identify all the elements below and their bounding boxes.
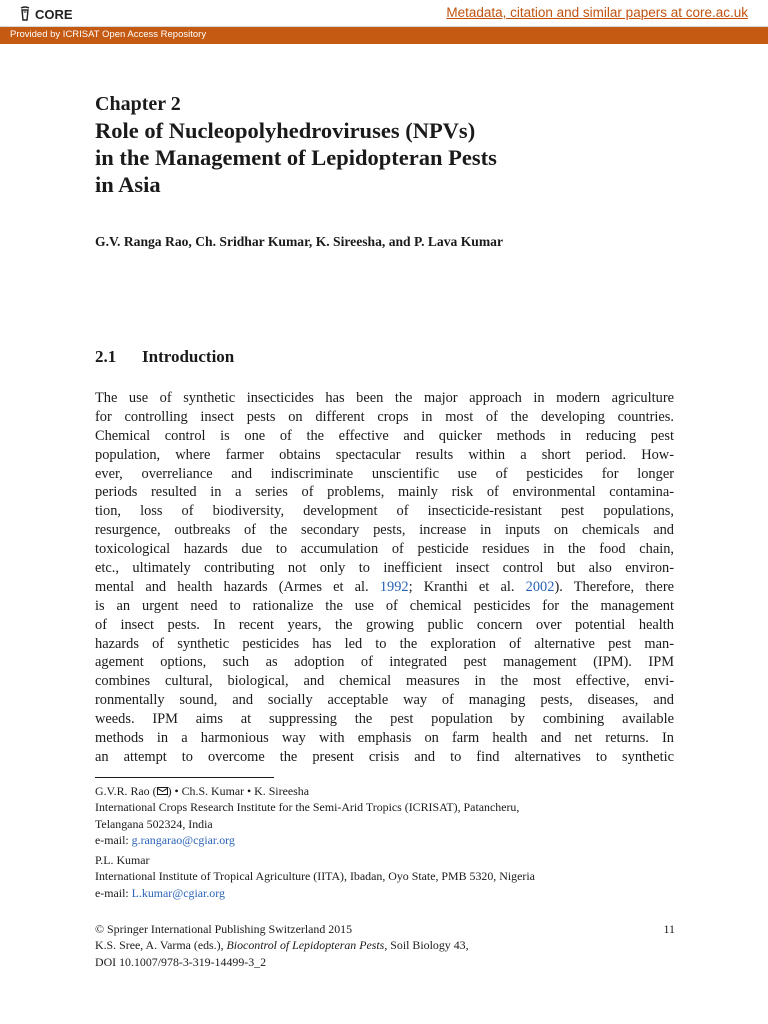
core-metadata-link[interactable]: Metadata, citation and similar papers at core.ac.uk: [446, 5, 748, 20]
email-link-kumar[interactable]: L.kumar@cgiar.org: [131, 885, 225, 900]
citation-link-kranthi[interactable]: 2002: [525, 578, 555, 595]
text-line: ever, overreliance and indiscriminate unscientific use of pesticides for longer: [95, 465, 674, 482]
affiliation-block-iita: [95, 852, 535, 901]
text-line: periods resulted in a series of problems, mainly risk of environmental contamina-: [95, 484, 674, 501]
text-line: hazards of synthetic pesticides has led to the exploration of alternative pest man-: [95, 635, 674, 652]
affiliation-email-row: [95, 832, 519, 848]
intro-paragraph: [95, 389, 674, 767]
provider-text: Provided by ICRISAT Open Access Repository: [10, 29, 207, 40]
text-line: toxicological hazards due to accumulation of pesticide residues in the food chain,: [95, 541, 674, 558]
affiliation-institute: International Crops Research Institute for the Semi-Arid Tropics (ICRISAT), Patancheru,: [95, 800, 520, 815]
text-segment: ; Kranthi et al.: [408, 578, 526, 595]
page-number: 11: [663, 922, 675, 936]
text-line: of insect pests. In recent years, the growing public concern over potential health: [95, 616, 674, 633]
text-line: ronmentally sound, and socially acceptable way of managing pests, diseases, and: [95, 692, 674, 709]
text-segment: K.S. Sree, A. Varma (eds.),: [95, 938, 227, 953]
affiliation-names: [95, 783, 519, 799]
chapter-title: [95, 117, 695, 198]
text-line: The use of synthetic insecticides has been the major approach in modern agriculture: [95, 390, 674, 406]
chapter-label: Chapter 2: [95, 93, 181, 115]
text-line: combines cultural, biological, and chemical measures in the most effective, envi-: [95, 673, 674, 690]
core-logo[interactable]: [18, 5, 73, 23]
text-line: methods in a harmonious way with emphasis on farm health and net returns. In: [95, 730, 674, 747]
chapter-title-line: in the Management of Lepidopteran Pests: [95, 145, 497, 170]
affiliation-address: Telangana 502324, India: [95, 816, 213, 831]
text-segment: mental and health hazards (Armes et al.: [95, 578, 380, 595]
text-line: agement options, such as adoption of integrated pest management (IPM). IPM: [95, 654, 674, 671]
text-line: resurgence, outbreaks of the secondary pests, increase in inputs on chemicals and: [95, 522, 674, 539]
text-line: for controlling insect pests on different crops in most of the developing countries.: [95, 408, 674, 425]
core-header: [0, 0, 768, 27]
book-title: Biocontrol of Lepidopteran Pests: [226, 938, 385, 953]
text-segment: ) • Ch.S. Kumar • K. Sireesha: [167, 784, 309, 798]
text-line: an attempt to overcome the present crisis and to find alternatives to synthetic: [95, 748, 674, 765]
text-segment: ). Therefore, there: [554, 578, 675, 595]
text-line: etc., ultimately contributing not only to inefficient insect control but also environ-: [95, 560, 674, 577]
section-title: Introduction: [142, 347, 235, 366]
text-line: tion, loss of biodiversity, development of insecticide-resistant pest populations,: [95, 503, 674, 520]
core-logo-icon: [18, 6, 32, 22]
affiliation-block-icrisat: [95, 783, 519, 848]
text-line: is an urgent need to rationalize the use of chemical pesticides for the management: [95, 597, 674, 614]
email-label: e-mail:: [95, 832, 132, 847]
section-number: 2.1: [95, 347, 117, 366]
text-segment: , Soil Biology 43,: [384, 938, 469, 953]
affiliation-email-row: [95, 885, 535, 901]
copyright-line: © Springer International Publishing Switzerland 2015: [95, 922, 353, 936]
footnote-divider: [95, 777, 274, 778]
provider-bar: [0, 27, 768, 44]
book-reference-line: [95, 937, 675, 953]
text-line: weeds. IPM aims at suppressing the pest population by combining available: [95, 711, 674, 728]
email-link-rao[interactable]: g.rangarao@cgiar.org: [131, 832, 235, 847]
doi-line: DOI 10.1007/978-3-319-14499-3_2: [95, 954, 267, 969]
core-brand: CORE: [35, 6, 73, 22]
citation-link-armes[interactable]: 1992: [379, 578, 409, 595]
text-line: Chemical control is one of the effective and quicker methods in reducing pest: [95, 427, 674, 444]
text-line: population, where farmer obtains spectacular results within a short period. How-: [95, 446, 674, 463]
chapter-title-line: Role of Nucleopolyhedroviruses (NPVs): [95, 118, 476, 143]
affiliation-institute: International Institute of Tropical Agriculture (IITA), Ibadan, Oyo State, PMB 5320, Nigeria: [95, 869, 535, 884]
text-segment: G.V.R. Rao (: [95, 784, 157, 798]
envelope-icon: [157, 787, 168, 795]
citation-text-line: [95, 578, 674, 597]
publication-info: [95, 921, 675, 970]
author-list: G.V. Ranga Rao, Ch. Sridhar Kumar, K. Sireesha, and P. Lava Kumar: [95, 234, 504, 249]
email-label: e-mail:: [95, 885, 132, 900]
chapter-title-line: in Asia: [95, 172, 161, 197]
affiliation-names: P.L. Kumar: [95, 853, 150, 867]
section-heading: [95, 347, 234, 367]
